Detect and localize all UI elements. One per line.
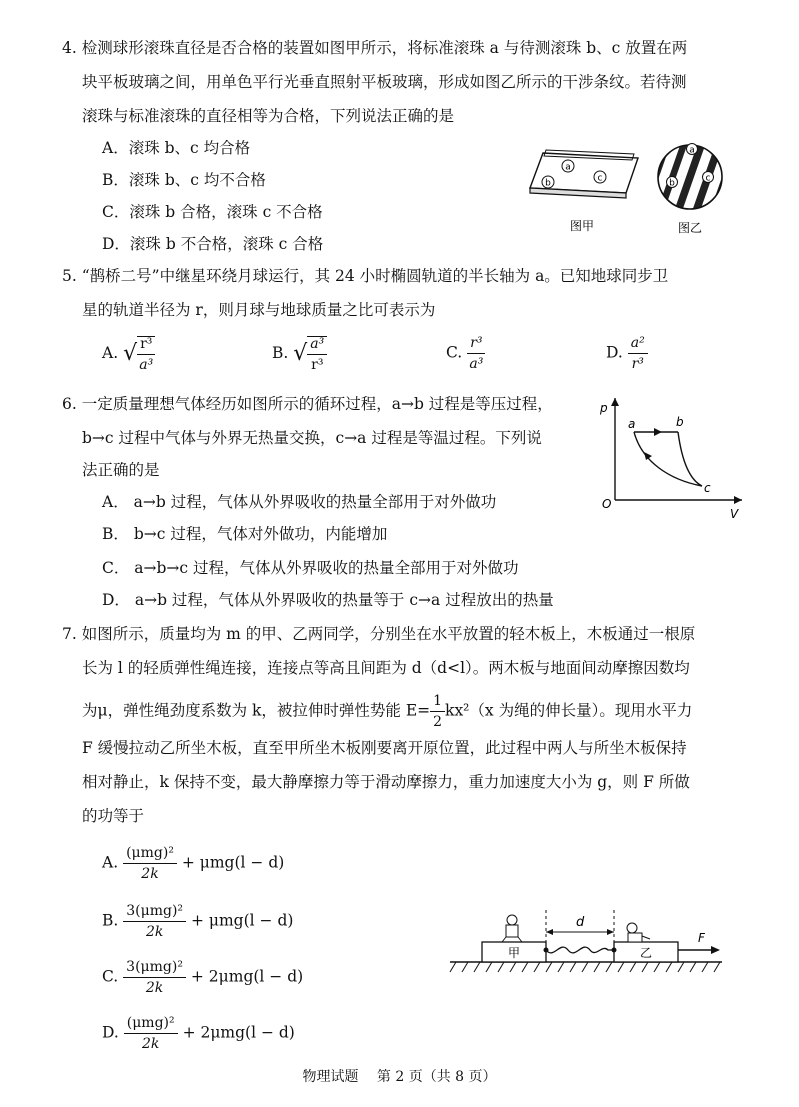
q5-line-2: 星的轨道半径为 r，则月球与地球质量之比可表示为 (82, 301, 436, 319)
q7-line-1: 7. 如图所示，质量均为 m 的甲、乙两同学，分别坐在水平放置的轻木板上，木板通过一根原 (62, 625, 696, 643)
q7-line-2: 长为 l 的轻质弹性绳连接，连接点等高且间距为 d（d<l）。两木板与地面间动摩擦因数均 (82, 659, 690, 677)
q4-option-c: C．滚珠 b 合格，滚珠 c 不合格 (102, 203, 323, 221)
distance-d-label: d (576, 915, 585, 930)
q4-figure-jia (518, 148, 648, 238)
q6-line-3: 法正确的是 (82, 461, 160, 479)
board-yi-label: 乙 (640, 946, 653, 960)
q7-energy-num: 1 (430, 694, 445, 712)
q6-line-2: b→c 过程中气体与外界无热量交换，c→a 过程是等温过程。下列说 (82, 429, 542, 447)
q4-option-d: D．滚珠 b 不合格，滚珠 c 合格 (102, 235, 324, 253)
process-bc (678, 432, 702, 486)
axis-p-label: p (600, 401, 608, 415)
board-jia-label: 甲 (508, 946, 521, 960)
q7-c-num: 3(μmg)² (123, 960, 186, 978)
q7-d-num: (μmg)² (124, 1016, 178, 1034)
q7-c-rest: + 2μmg(l − d) (190, 967, 304, 986)
q6-pv-diagram (590, 392, 750, 522)
person-yi (627, 923, 650, 942)
q5-c-num: r³ (467, 336, 485, 354)
q7-line-6: 的功等于 (82, 807, 145, 825)
q7-a-den: 2k (141, 866, 159, 882)
q7-option-a (102, 846, 284, 881)
q5-d-label: D. (606, 343, 623, 362)
q5-a-den: a³ (139, 357, 154, 373)
q7-figure (446, 906, 726, 978)
q7-c-label: C. (102, 967, 119, 986)
q7-a-label: A. (102, 853, 119, 872)
q5-b-num: a³ (307, 337, 327, 355)
axis-v-label: V (730, 507, 739, 521)
q5-a-num: r³ (137, 337, 155, 355)
q5-b-label: B. (272, 344, 289, 362)
force-f-label: F (698, 931, 705, 945)
yi-ball-c-label: c (705, 173, 711, 184)
q7-b-rest: + μmg(l − d) (190, 911, 294, 930)
process-ca (634, 432, 702, 486)
q7-d-rest: + 2μmg(l − d) (182, 1023, 295, 1042)
q7-line-3a: 为μ，弹性绳劲度系数为 k，被拉伸时弹性势能 E= (82, 701, 431, 720)
ball-c-label: c (597, 173, 603, 184)
q7-b-num: 3(μmg)² (123, 904, 186, 922)
origin-label: O (602, 497, 612, 511)
q7-line-3 (82, 694, 692, 729)
q5-d-num: a² (628, 336, 648, 354)
elastic-rope (546, 947, 614, 953)
q5-option-d (606, 336, 648, 371)
q7-option-b (102, 904, 293, 939)
q5-a-label: A. (102, 344, 119, 362)
person-jia (502, 915, 522, 942)
ball-a-label: a (565, 162, 571, 173)
q7-line-4: F 缓慢拉动乙所坐木板，直至甲所坐木板刚要离开原位置，此过程中两人与所坐木板保持 (82, 739, 687, 757)
point-c-label: c (704, 481, 711, 495)
q5-c-label: C. (446, 343, 463, 362)
ball-b-label: b (545, 178, 551, 189)
q7-line-3b: kx²（x 为绳的伸长量）。现用水平力 (445, 701, 693, 720)
q4-line-3: 滚珠与标准滚珠的直径相等为合格，下列说法正确的是 (82, 107, 455, 125)
q5-c-den: a³ (469, 356, 484, 372)
q6-option-d: D． a→b 过程，气体从外界吸收的热量等于 c→a 过程放出的热量 (102, 591, 554, 609)
point-a-label: a (628, 417, 636, 431)
page-footer: 物理试题 第 2 页（共 8 页） (302, 1069, 497, 1085)
q5-option-c (446, 336, 485, 371)
q5-line-1: 5. “鹊桥二号”中继星环绕月球运行，其 24 小时椭圆轨道的半长轴为 a。已知地球同步卫 (62, 267, 669, 285)
q7-line-5: 相对静止，k 保持不变，最大静摩擦力等于滑动摩擦力，重力加速度大小为 g，则 F 所做 (82, 773, 690, 791)
q7-d-label: D. (102, 1023, 119, 1042)
q6-option-b: B． b→c 过程，气体对外做功，内能增加 (102, 525, 388, 543)
point-b-label: b (676, 415, 684, 429)
yi-ball-b-label: b (669, 178, 675, 189)
q7-a-rest: + μmg(l − d) (181, 853, 285, 872)
q4-line-2: 块平板玻璃之间，用单色平行光垂直照射平板玻璃，形成如图乙所示的干涉条纹。若待测 (82, 73, 687, 91)
fig-yi-caption: 图乙 (678, 221, 703, 235)
q7-option-d (102, 1016, 295, 1051)
q5-option-a: A. √ $\frac{\text{r³}}{\text{a³}}$ (102, 336, 155, 372)
q7-b-label: B. (102, 911, 119, 930)
q7-a-num: (μmg)² (123, 846, 177, 864)
q4-option-a: A．滚珠 b、c 均合格 (102, 139, 251, 157)
q7-energy-den: 2 (433, 714, 443, 730)
q6-option-a: A． a→b 过程，气体从外界吸收的热量全部用于对外做功 (102, 493, 497, 511)
q5-d-den: r³ (631, 356, 644, 372)
q7-d-den: 2k (141, 1036, 160, 1052)
q6-option-c: C． a→b→c 过程，气体从外界吸收的热量全部用于对外做功 (102, 559, 519, 577)
q6-line-1: 6. 一定质量理想气体经历如图所示的循环过程，a→b 过程是等压过程， (62, 395, 553, 413)
q4-figure-yi (650, 132, 730, 242)
q7-option-c (102, 960, 303, 995)
q4-option-b: B．滚珠 b、c 均不合格 (102, 171, 266, 189)
q5-option-b: B. √ $\frac{\text{a³}}{\text{r³}}$ (272, 336, 327, 372)
q4-line-1: 4. 检测球形滚珠直径是否合格的装置如图甲所示，将标准滚珠 a 与待测滚珠 b、c 放置在两 (62, 39, 688, 57)
q7-b-den: 2k (145, 924, 164, 940)
q7-c-den: 2k (145, 980, 164, 996)
yi-ball-a-label: a (689, 145, 695, 156)
q5-b-den: r³ (311, 357, 324, 373)
fig-jia-caption: 图甲 (570, 219, 595, 233)
